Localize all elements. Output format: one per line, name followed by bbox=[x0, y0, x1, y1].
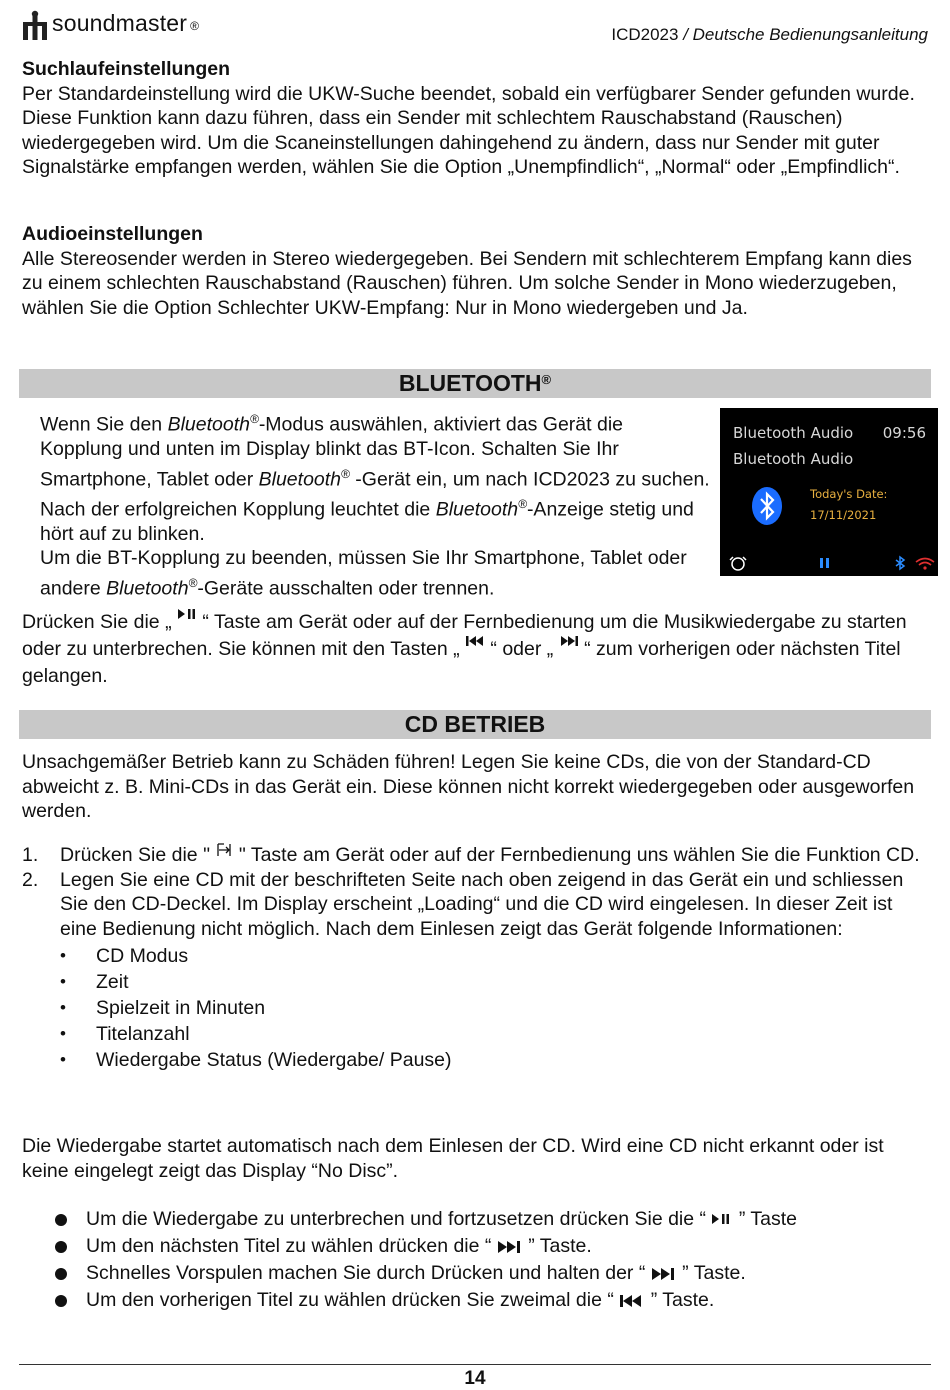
audio-settings-text: Alle Stereosender werden in Stereo wiedergegeben. Bei Sendern mit schlechterem Empfang kann dies zu einem schlechten Rauschabstand (Rauschen) führen. Um solche Sender in Mono wiederzugeben, wählen Sie die Option Schlechter UKW-Empfang: Nur in Mono wiedergeben und Ja. bbox=[22, 247, 912, 319]
bluetooth-paragraph-1: Wenn Sie den Bluetooth®-Modus auswählen, aktiviert das Gerät die Kopplung und unten im Display blinkt das BT-Icon. Schalten Sie Ihr Smartphone, Tablet oder Bluetooth® -Gerät ein, um nach ICD2023 zu suchen. bbox=[40, 412, 710, 490]
bluetooth-title-reg: ® bbox=[541, 372, 552, 387]
next-track-icon bbox=[651, 1266, 677, 1282]
model-name: ICD2023 bbox=[611, 25, 679, 44]
play-pause-icon bbox=[177, 607, 197, 623]
display-bluetooth-icon bbox=[750, 486, 784, 526]
search-settings-heading: Suchlaufeinstellungen bbox=[22, 58, 231, 80]
cd-controls-list bbox=[50, 1207, 920, 1315]
previous-track-icon bbox=[465, 634, 485, 648]
brand-registered-mark: ® bbox=[190, 19, 200, 33]
soundmaster-logo-icon bbox=[21, 10, 49, 42]
list-item: • CD Modus bbox=[60, 943, 922, 969]
list-item: Um die Wiedergabe zu unterbrechen und fortzusetzen drücken Sie die “ ” Taste bbox=[50, 1207, 920, 1234]
list-item: Um den nächsten Titel zu wählen drücken die “ ” Taste. bbox=[50, 1234, 920, 1261]
cd-warning: Unsachgemäßer Betrieb kann zu Schäden führen! Legen Sie keine CDs, die von der Standard-CD abweicht z. B. Mini-CDs in das Gerät ein. Diese können nicht korrekt wiedergegeben oder ausgeworfen werden. bbox=[22, 751, 915, 822]
display-source-line: Bluetooth Audio bbox=[733, 450, 854, 468]
list-item: • Spielzeit in Minuten bbox=[60, 995, 922, 1021]
list-item: • Titelanzahl bbox=[60, 1021, 922, 1047]
source-input-icon bbox=[215, 841, 233, 859]
play-pause-icon bbox=[711, 1212, 733, 1228]
bluetooth-paragraph-3: Um die BT-Kopplung zu beenden, müssen Sie Ihr Smartphone, Tablet oder andere Bluetooth®-Geräte ausschalten oder trennen. bbox=[40, 547, 687, 599]
alarm-icon bbox=[730, 557, 746, 570]
pause-icon bbox=[820, 558, 829, 568]
device-display-screenshot bbox=[720, 408, 938, 576]
cd-auto-play-text: Die Wiedergabe startet automatisch nach dem Einlesen der CD. Wird eine CD nicht erkannt oder ist keine eingelegt zeigt das Display “No Disc”. bbox=[22, 1135, 884, 1182]
search-settings-text: Per Standardeinstellung wird die UKW-Suche beendet, sobald ein verfügbarer Sender gefunden wurde. Diese Funktion kann dazu führen, dass ein Sender mit schlechtem Rauschabstand (Rauschen) wiedergegeben wird. Um die Scaneinstellungen dahingehend zu ändern, dass nur Sender mit guter Signalstärke empfangen werden, wählen Sie die Option „Unempfindlich“, „Normal“ oder „Empfindlich“. bbox=[22, 82, 915, 178]
audio-settings-heading: Audioeinstellungen bbox=[22, 223, 203, 245]
page-number: 14 bbox=[464, 1368, 486, 1389]
bluetooth-section-title bbox=[19, 369, 931, 398]
bluetooth-playback-paragraph: Drücken Sie die „ “ Taste am Gerät oder auf der Fernbedienung um die Musikwiedergabe zu starten oder zu unterbrechen. Sie können mit den Tasten „ “ oder „ “ zum vorherigen oder nächsten Titel gelangen. bbox=[22, 609, 930, 690]
cd-info-list bbox=[60, 943, 922, 1073]
cd-step-1: 1. Drücken Sie die " " Taste am Gerät oder auf der Fernbedienung uns wählen Sie die Funktion CD. bbox=[22, 843, 922, 868]
list-item: Schnelles Vorspulen machen Sie durch Drücken und halten der “ ” Taste. bbox=[50, 1261, 920, 1288]
audio-settings-section bbox=[22, 222, 930, 320]
display-date: 17/11/2021 bbox=[810, 508, 877, 522]
document-header bbox=[611, 25, 928, 45]
display-date-label: Today's Date: bbox=[810, 487, 888, 501]
next-track-icon bbox=[559, 634, 579, 648]
list-item: • Zeit bbox=[60, 969, 922, 995]
wifi-icon bbox=[916, 559, 934, 570]
cd-section-title: CD BETRIEB bbox=[19, 710, 931, 739]
cd-step-2: 2. Legen Sie eine CD mit der beschrifteten Seite nach oben zeigend in das Gerät ein und schliessen Sie den CD-Deckel. Im Display erscheint „Loading“ und die CD wird eingelesen. In dieser Zeit ist eine Bedienung nicht möglich. Nach dem Einlesen zeigt das Gerät folgende Informationen: • CD Modus • Zeit • Spielzeit in Minuten • Titelanzahl • Wiedergabe Status (Wiedergabe/ Pause) bbox=[22, 868, 922, 1074]
brand-logo bbox=[21, 10, 199, 42]
list-item: • Wiedergabe Status (Wiedergabe/ Pause) bbox=[60, 1047, 922, 1073]
display-mode-line: Bluetooth Audio bbox=[733, 424, 854, 442]
search-settings-section bbox=[22, 57, 930, 180]
display-status-bar bbox=[720, 554, 938, 572]
brand-name: soundmaster bbox=[52, 9, 188, 36]
cd-steps-list bbox=[22, 843, 922, 1073]
bluetooth-title-text: BLUETOOTH bbox=[398, 370, 542, 396]
bluetooth-paragraph-2: Nach der erfolgreichen Kopplung leuchtet die Bluetooth®-Anzeige stetig und hört auf zu blinken. bbox=[40, 496, 694, 545]
display-clock: 09:56 bbox=[882, 424, 926, 442]
bluetooth-icon bbox=[896, 557, 904, 569]
previous-track-icon bbox=[619, 1293, 645, 1309]
footer-divider bbox=[19, 1364, 931, 1365]
document-title: / Deutsche Bedienungsanleitung bbox=[678, 25, 928, 44]
next-track-icon bbox=[497, 1239, 523, 1255]
list-item: Um den vorherigen Titel zu wählen drücken Sie zweimal die “ ” Taste. bbox=[50, 1288, 920, 1315]
bluetooth-instructions bbox=[40, 407, 710, 601]
